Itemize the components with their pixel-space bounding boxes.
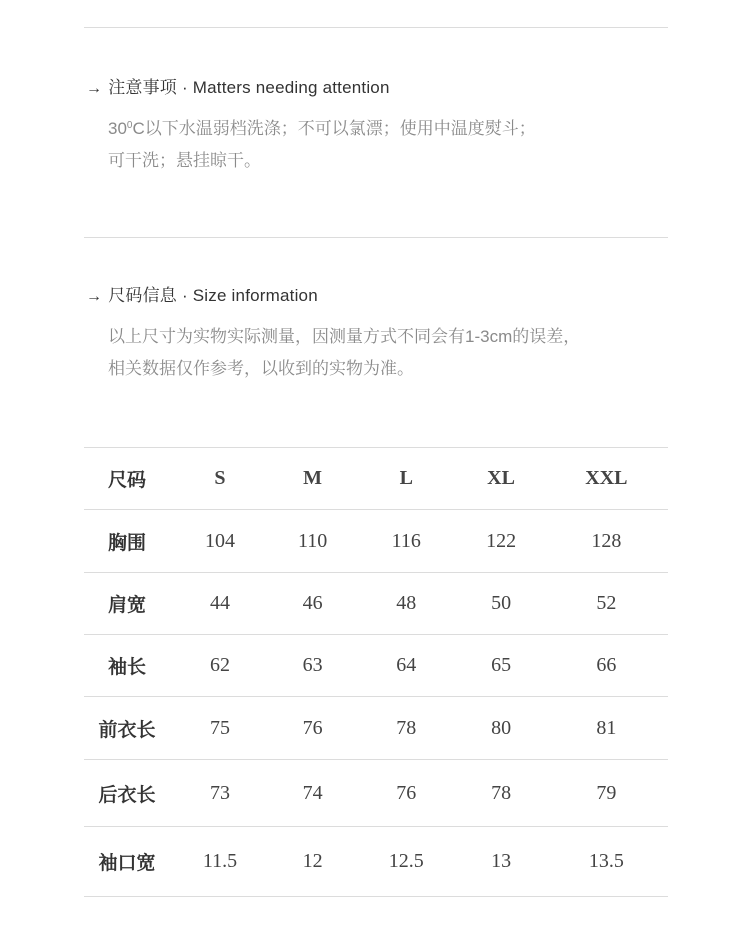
table-cell: 66: [545, 635, 668, 697]
care-description: [108, 110, 536, 177]
table-cell: 52: [545, 573, 668, 635]
care-heading-zh: 注意事项: [108, 78, 178, 97]
size-line-1: 以上尺寸为实物实际测量，因测量方式不同会有1-3cm的误差，: [108, 327, 581, 346]
arrow-right-icon: →: [86, 288, 103, 305]
table-cell: 116: [355, 510, 457, 573]
table-cell: 48: [355, 573, 457, 635]
table-cell: 64: [355, 635, 457, 697]
size-description: [108, 321, 580, 385]
column-header: M: [270, 448, 355, 510]
size-line-2: 相关数据仅作参考，以收到的实物为准。: [108, 359, 414, 378]
table-row: [84, 510, 668, 573]
middle-divider: [84, 237, 668, 238]
size-heading-zh: 尺码信息: [108, 286, 178, 305]
table-cell: 12: [270, 827, 355, 897]
size-heading-en: Size information: [192, 286, 318, 305]
care-heading-sep: ·: [181, 78, 188, 97]
row-label: 肩宽: [84, 573, 170, 635]
table-cell: 62: [170, 635, 270, 697]
row-label: 前衣长: [84, 697, 170, 760]
table-cell: 110: [270, 510, 355, 573]
table-cell: 63: [270, 635, 355, 697]
table-cell: 122: [457, 510, 544, 573]
column-header: XL: [457, 448, 544, 510]
table-row: [84, 697, 668, 760]
care-line-2: 可干洗；悬挂晾干。: [108, 151, 261, 170]
table-row: [84, 573, 668, 635]
table-cell: 13: [457, 827, 544, 897]
care-temp-degree: 0: [126, 120, 133, 131]
table-cell: 74: [270, 760, 355, 827]
column-header: XXL: [545, 448, 668, 510]
care-heading-en: Matters needing attention: [192, 78, 390, 97]
table-row: [84, 635, 668, 697]
table-cell: 44: [170, 573, 270, 635]
table-cell: 12.5: [355, 827, 457, 897]
table-cell: 81: [545, 697, 668, 760]
table-corner-label: 尺码: [84, 448, 170, 510]
table-header-row: [84, 448, 668, 510]
top-divider: [84, 27, 668, 28]
table-cell: 11.5: [170, 827, 270, 897]
table-cell: 13.5: [545, 827, 668, 897]
table-cell: 128: [545, 510, 668, 573]
table-cell: 75: [170, 697, 270, 760]
size-heading: [86, 281, 318, 306]
row-label: 胸围: [84, 510, 170, 573]
care-line-1-text: C以下水温弱档洗涤；不可以氯漂；使用中温度熨斗；: [132, 119, 536, 138]
table-cell: 104: [170, 510, 270, 573]
table-cell: 73: [170, 760, 270, 827]
row-label: 袖口宽: [84, 827, 170, 897]
table-row: [84, 827, 668, 897]
size-table: [84, 447, 668, 897]
size-heading-sep: ·: [181, 286, 188, 305]
table-cell: 80: [457, 697, 544, 760]
table-row: [84, 760, 668, 827]
table-cell: 79: [545, 760, 668, 827]
table-cell: 76: [355, 760, 457, 827]
care-line-1: [108, 110, 536, 145]
care-heading: [86, 73, 390, 98]
table-cell: 78: [355, 697, 457, 760]
care-temp-number: 30: [108, 119, 127, 138]
row-label: 后衣长: [84, 760, 170, 827]
column-header: S: [170, 448, 270, 510]
arrow-right-icon: →: [86, 80, 103, 97]
table-cell: 76: [270, 697, 355, 760]
table-cell: 78: [457, 760, 544, 827]
table-cell: 46: [270, 573, 355, 635]
row-label: 袖长: [84, 635, 170, 697]
table-cell: 50: [457, 573, 544, 635]
table-cell: 65: [457, 635, 544, 697]
column-header: L: [355, 448, 457, 510]
